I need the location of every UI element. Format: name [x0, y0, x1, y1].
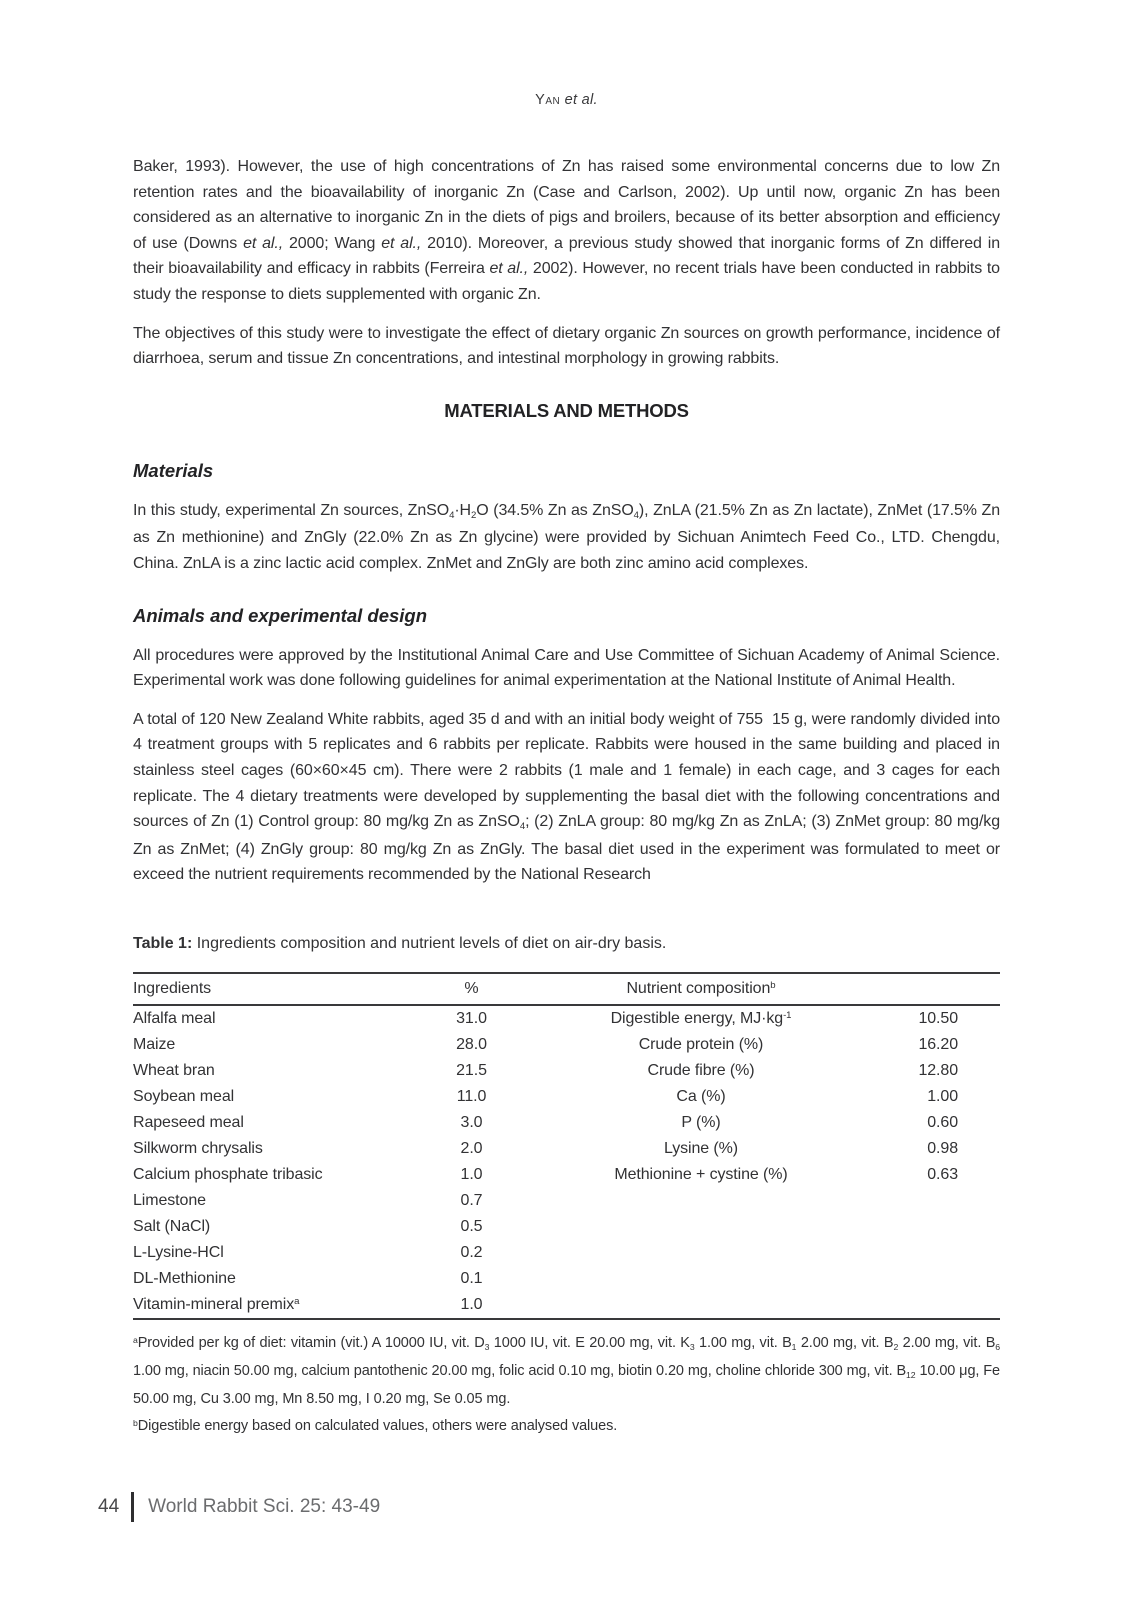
animals-paragraph-1	[133, 643, 1000, 694]
table-cell	[861, 1005, 1000, 1032]
text-run: b	[770, 980, 776, 992]
animals-paragraph-2	[133, 707, 1000, 888]
text-run: Calcium phosphate tribasic	[133, 1165, 323, 1183]
intro-paragraph-1	[133, 154, 1000, 308]
text-run: 2	[471, 509, 477, 521]
table-cell	[541, 1162, 861, 1188]
text-run: 2.00 mg, vit. B	[898, 1334, 996, 1351]
table1-header-nutrient-composition	[541, 973, 861, 1005]
materials-paragraph	[133, 498, 1000, 577]
table-cell	[402, 1032, 541, 1058]
text-run: Silkworm chrysalis	[133, 1139, 263, 1157]
text-run: In this study, experimental Zn sources, ZnSO	[133, 501, 450, 519]
table1-footnote-b	[133, 1413, 1000, 1441]
table-cell	[402, 1110, 541, 1136]
table1-body	[133, 1005, 1000, 1319]
text-run: Provided per kg of diet: vitamin (vit.) A 10000 IU, vit. D	[137, 1334, 485, 1351]
table-cell	[133, 1188, 402, 1214]
table1-section	[133, 934, 1000, 1441]
page-footer	[98, 1492, 380, 1522]
text-run: Crude protein (%)	[638, 1035, 764, 1053]
text-run: ), ZnLA (21.5% Zn as Zn lactate), ZnMet (17.5% Zn as Zn methionine) and ZnGly (22.0% Zn as Zn glycine) were provided by Sichuan Animtech Feed Co., LTD. Chengdu, China. ZnLA is a zinc lactic acid complex. ZnMet and ZnGly are both zinc amino acid complexes.	[133, 501, 1001, 572]
text-run: 4	[449, 509, 455, 521]
text-run: 0.60	[927, 1113, 958, 1131]
table-cell	[402, 1292, 541, 1319]
text-run: 2.0	[460, 1139, 483, 1157]
text-run: L-Lysine-HCl	[133, 1243, 224, 1261]
table-cell	[541, 1032, 861, 1058]
table-cell	[861, 1240, 1000, 1266]
text-run: ·H	[454, 501, 472, 519]
table-cell	[133, 1032, 402, 1058]
table-row	[133, 1110, 1000, 1136]
table-cell	[541, 1136, 861, 1162]
subsection-heading-materials: Materials	[133, 459, 214, 481]
table-cell	[402, 1136, 541, 1162]
table-cell	[541, 1005, 861, 1032]
text-run: 6	[995, 1341, 1000, 1352]
text-run: 12.80	[918, 1061, 958, 1079]
table-row	[133, 1084, 1000, 1110]
text-run: 2010). Moreover, a previous study showed that inorganic forms of Zn differed in their bioavailability and efficacy in rabbits (Ferreira	[133, 234, 1000, 278]
text-run: %	[464, 979, 479, 997]
text-run: et al.	[564, 92, 598, 108]
text-run: a	[294, 1296, 300, 1308]
text-run: O (34.5% Zn as ZnSO	[476, 501, 634, 519]
text-run: 1.00 mg, niacin 50.00 mg, calcium pantothenic 20.00 mg, folic acid 0.10 mg, biotin 0.20 mg, choline chloride 300 mg, vit. B	[133, 1362, 907, 1379]
text-run: 3	[484, 1341, 490, 1352]
text-run: 0.5	[460, 1217, 483, 1235]
text-run: Maize	[133, 1035, 176, 1053]
text-run: 16.20	[918, 1035, 958, 1053]
table-row	[133, 1162, 1000, 1188]
text-run: Table 1:	[133, 934, 193, 952]
text-run: 11.0	[456, 1087, 487, 1105]
table-cell	[861, 1110, 1000, 1136]
text-run: a	[133, 1334, 138, 1345]
table-cell	[133, 1058, 402, 1084]
table-cell	[861, 1214, 1000, 1240]
table-cell	[541, 1110, 861, 1136]
text-run: 0.63	[927, 1165, 958, 1183]
text-run: 3.0	[460, 1113, 483, 1131]
table-cell	[541, 1084, 861, 1110]
text-run: Rapeseed meal	[133, 1113, 244, 1131]
text-run: 0.7	[460, 1191, 483, 1209]
table-cell	[133, 1084, 402, 1110]
text-run: 10.50	[918, 1009, 958, 1027]
table-cell	[861, 1032, 1000, 1058]
footer-divider	[131, 1492, 134, 1522]
text-run: Wheat bran	[133, 1061, 215, 1079]
text-run: P (%)	[681, 1113, 721, 1131]
table-row	[133, 1240, 1000, 1266]
text-run: 28.0	[456, 1035, 487, 1053]
table-cell	[133, 1110, 402, 1136]
table-cell	[541, 1214, 861, 1240]
table-cell	[402, 1084, 541, 1110]
table-cell	[133, 1266, 402, 1292]
text-run: 12	[906, 1369, 916, 1380]
text-run: Salt (NaCl)	[133, 1217, 211, 1235]
table-cell	[541, 1188, 861, 1214]
text-run: 2	[893, 1341, 899, 1352]
table-cell	[861, 1084, 1000, 1110]
table-cell	[133, 1136, 402, 1162]
table-cell	[861, 1162, 1000, 1188]
text-run: 4	[519, 821, 526, 833]
table1-header-row-group	[133, 973, 1000, 1005]
table-cell	[541, 1266, 861, 1292]
table-cell	[402, 1214, 541, 1240]
text-run: Nutrient composition	[626, 979, 771, 997]
text-run: Digestible energy based on calculated values, others were analysed values.	[137, 1417, 618, 1434]
text-run: 1.0	[460, 1165, 483, 1183]
table-cell	[541, 1058, 861, 1084]
table-row	[133, 1136, 1000, 1162]
table1	[133, 972, 1000, 1320]
text-run: Soybean meal	[133, 1087, 235, 1105]
intro-paragraph-2	[133, 321, 1000, 372]
table-row	[133, 1005, 1000, 1032]
table1-header-row	[133, 973, 1000, 1005]
table-cell	[402, 1058, 541, 1084]
text-run: 1.00 mg, vit. B	[694, 1334, 792, 1351]
table-row	[133, 1266, 1000, 1292]
table-cell	[133, 1214, 402, 1240]
table1-footnote-a	[133, 1330, 1000, 1413]
text-run: 31.0	[456, 1009, 487, 1027]
table-cell	[402, 1188, 541, 1214]
text-run: Yan	[535, 92, 561, 108]
text-run: DL-Methionine	[133, 1269, 236, 1287]
text-run: Vitamin-mineral premix	[133, 1295, 295, 1313]
table-cell	[402, 1162, 541, 1188]
text-run: 1.0	[460, 1295, 483, 1313]
text-run: ; (2) ZnLA group: 80 mg/kg Zn as ZnLA; (3) ZnMet group: 80 mg/kg Zn as ZnMet; (4) ZnGly group: 80 mg/kg Zn as ZnGly. The basal diet used in the experiment was formulated to meet or exceed the nutrient requirements recommended by the National Research	[133, 813, 1001, 884]
table-cell	[133, 1162, 402, 1188]
text-run: 3	[689, 1341, 695, 1352]
table-cell	[861, 1136, 1000, 1162]
text-run: Crude fibre (%)	[647, 1061, 755, 1079]
text-run: 0.98	[927, 1139, 958, 1157]
text-run: All procedures were approved by the Institutional Animal Care and Use Committee of Sichuan Academy of Animal Science. Experimental work was done following guidelines for animal experimentation at the National Institute of Animal Health.	[133, 646, 1000, 690]
text-run: 10.00 μg, Fe 50.00 mg, Cu 3.00 mg, Mn 8.50 mg, I 0.20 mg, Se 0.05 mg.	[133, 1362, 1000, 1407]
table-cell	[133, 1240, 402, 1266]
text-run: Digestible energy, MJ·kg	[610, 1009, 784, 1027]
text-run: A total of 120 New Zealand White rabbits, aged 35 d and with an initial body weight of 755 15 g, were randomly divided into 4 treatment groups with 5 replicates and 6 rabbits per replicate. Rabbits were housed in the same building and placed in stainless steel cages (60×60×45 cm). There were 2 rabbits (1 male and 1 female) in each cage, and 3 cages for each replicate. The 4 dietary treatments were developed by supplementing the basal diet with the following concentrations and sources of Zn (1) Control group: 80 mg/kg Zn as ZnSO	[133, 710, 1000, 831]
text-run: et al.,	[243, 234, 284, 252]
text-run: Lysine (%)	[664, 1139, 738, 1157]
text-run: 2002). However, no recent trials have been conducted in rabbits to study the response to diets supplemented with organic Zn.	[133, 260, 1000, 303]
text-run: 4	[633, 509, 639, 521]
text-run: 21.5	[456, 1061, 487, 1079]
text-run: 0.1	[460, 1269, 483, 1287]
text-run: Baker, 1993). However, the use of high concentrations of Zn has raised some environmental concerns due to low Zn retention rates and the bioavailability of inorganic Zn (Case and Carlson, 2002). Up until now, organic Zn has been considered as an alternative to inorganic Zn in the diets of pigs and broilers, because of its better absorption and efficiency of use (Downs	[133, 158, 1000, 252]
running-head	[0, 0, 1133, 108]
text-run: 2000; Wang	[283, 234, 382, 252]
table-row	[133, 1188, 1000, 1214]
table1-header-value	[861, 973, 1000, 1005]
text-run: 1	[791, 1341, 797, 1352]
table-row	[133, 1214, 1000, 1240]
table-row	[133, 1058, 1000, 1084]
text-run: 1.00	[927, 1087, 958, 1105]
table-cell	[402, 1005, 541, 1032]
table-cell	[133, 1292, 402, 1319]
table-cell	[402, 1240, 541, 1266]
subsection-heading-animals-and-experimental-design: Animals and experimental design	[133, 604, 428, 626]
table1-footnotes	[133, 1330, 1000, 1441]
table-cell	[861, 1292, 1000, 1319]
text-run: Alfalfa meal	[133, 1009, 216, 1027]
page-number: 44	[98, 1496, 120, 1517]
text-run: 0.2	[460, 1243, 483, 1261]
table-cell	[133, 1005, 402, 1032]
text-run: Ca (%)	[676, 1087, 726, 1105]
table-row	[133, 1032, 1000, 1058]
text-run: 1000 IU, vit. E 20.00 mg, vit. K	[489, 1334, 690, 1351]
table-cell	[541, 1292, 861, 1319]
table-cell	[402, 1266, 541, 1292]
section-heading-materials-and-methods: MATERIALS AND METHODS	[444, 399, 689, 421]
text-run: Limestone	[133, 1191, 206, 1209]
page-content	[0, 154, 1133, 1441]
text-run: 2.00 mg, vit. B	[796, 1334, 894, 1351]
table-cell	[861, 1266, 1000, 1292]
table1-header-ingredients	[133, 973, 402, 1005]
table1-caption	[133, 934, 1000, 954]
text-run: Methionine + cystine (%)	[614, 1165, 788, 1183]
text-run: b	[133, 1417, 138, 1428]
table1-header-percent	[402, 973, 541, 1005]
table-cell	[541, 1240, 861, 1266]
text-run: Ingredients	[133, 979, 212, 997]
text-run: et al.,	[381, 234, 422, 252]
text-run: et al.,	[489, 260, 529, 278]
text-run: -1	[783, 1010, 792, 1022]
text-run: The objectives of this study were to investigate the effect of dietary organic Zn sources on growth performance, incidence of diarrhoea, serum and tissue Zn concentrations, and intestinal morphology in growing rabbits.	[133, 324, 1000, 368]
table-cell	[861, 1058, 1000, 1084]
text-run: Ingredients composition and nutrient levels of diet on air-dry basis.	[192, 934, 667, 952]
table-row	[133, 1292, 1000, 1319]
journal-reference: World Rabbit Sci. 25: 43-49	[148, 1496, 381, 1517]
table-cell	[861, 1188, 1000, 1214]
